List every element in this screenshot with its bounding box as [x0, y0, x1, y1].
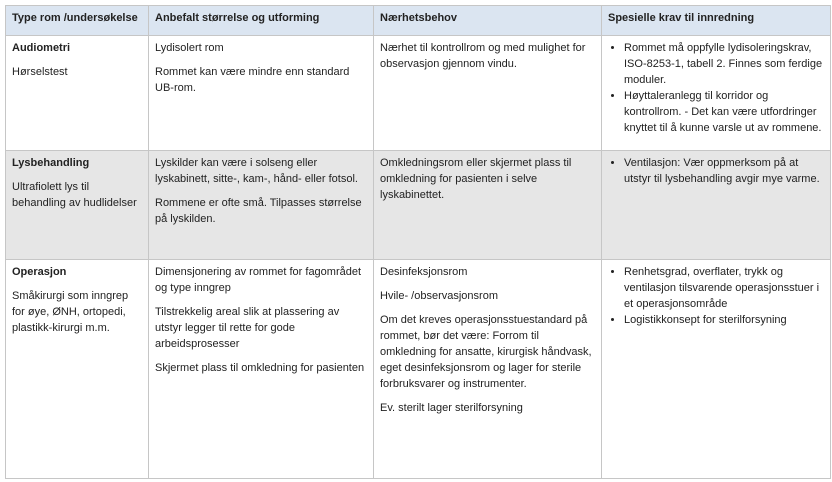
- proximity-cell: [374, 260, 602, 479]
- header-row: [6, 6, 831, 36]
- type-cell: [6, 260, 149, 479]
- room-type-desc: Ultrafiolett lys til behandling av hudlidelser: [12, 181, 137, 209]
- header-requirements: Spesielle krav til innredning: [602, 6, 831, 36]
- requirement-item: • Høyttaleranlegg til korridor og kontrollrom. - Det kan være utfordringer knyttet til å kunne varsle ut av rommene.: [624, 88, 824, 136]
- room-type-title: Operasjon: [12, 266, 67, 278]
- table-row: [6, 36, 831, 151]
- size-text: Lydisolert rom: [155, 42, 224, 54]
- room-type-title: Audiometri: [12, 42, 71, 54]
- proximity-text: Om det kreves operasjonsstuestandard på rommet, bør det være: Forrom til omkledning for ansatte, kirurgisk håndvask, eget desinfeksjonsrom og lager for sterile forbruksvarer og instrumenter.: [380, 314, 592, 390]
- size-cell: [149, 151, 374, 260]
- requirements-cell: [602, 151, 831, 260]
- size-text: Tilstrekkelig areal slik at plassering av utstyr legger til rette for gode arbeidsprosesser: [155, 306, 340, 350]
- header-proximity: Nærhetsbehov: [374, 6, 602, 36]
- size-text: Skjermet plass til omkledning for pasienten: [155, 362, 365, 374]
- proximity-cell: [374, 36, 602, 151]
- requirement-item: • Ventilasjon: Vær oppmerksom på at utstyr til lysbehandling avgir mye varme.: [624, 155, 824, 187]
- proximity-text: Nærhet til kontrollrom og med mulighet for observasjon gjennom vindu.: [380, 42, 586, 70]
- proximity-text: Hvile- /observasjonsrom: [380, 290, 498, 302]
- requirements-cell: [602, 36, 831, 151]
- header-type: Type rom /undersøkelse: [6, 6, 149, 36]
- size-text: Dimensjonering av rommet for fagområdet og type inngrep: [155, 266, 362, 294]
- size-text: Lyskilder kan være i solseng eller lyskabinett, sitte-, kam-, hånd- eller fotsol.: [155, 157, 358, 185]
- requirement-item: • Rommet må oppfylle lydisoleringskrav, ISO-8253-1, tabell 2. Finnes som ferdige moduler.: [624, 40, 824, 88]
- proximity-cell: [374, 151, 602, 260]
- requirement-item: • Renhetsgrad, overflater, trykk og ventilasjon tilsvarende operasjonsstuer i et operasjonsområde: [624, 264, 824, 312]
- room-type-title: Lysbehandling: [12, 157, 90, 169]
- size-text: Rommene er ofte små. Tilpasses størrelse på lyskilden.: [155, 197, 362, 225]
- requirement-item: • Logistikkonsept for sterilforsyning: [624, 312, 824, 328]
- type-cell: [6, 36, 149, 151]
- room-type-desc: Hørselstest: [12, 66, 68, 78]
- proximity-text: Ev. sterilt lager sterilforsyning: [380, 402, 523, 414]
- table-row: [6, 260, 831, 479]
- type-cell: [6, 151, 149, 260]
- table-row: [6, 151, 831, 260]
- proximity-text: Omkledningsrom eller skjermet plass til omkledning for pasienten i selve lyskabinettet.: [380, 157, 572, 201]
- room-requirements-table: [5, 5, 831, 479]
- size-text: Rommet kan være mindre enn standard UB-rom.: [155, 66, 350, 94]
- requirements-cell: [602, 260, 831, 479]
- header-size: Anbefalt størrelse og utforming: [149, 6, 374, 36]
- proximity-text: Desinfeksjonsrom: [380, 266, 468, 278]
- size-cell: [149, 36, 374, 151]
- size-cell: [149, 260, 374, 479]
- room-type-desc: Småkirurgi som inngrep for øye, ØNH, ortopedi, plastikk-kirurgi m.m.: [12, 290, 129, 334]
